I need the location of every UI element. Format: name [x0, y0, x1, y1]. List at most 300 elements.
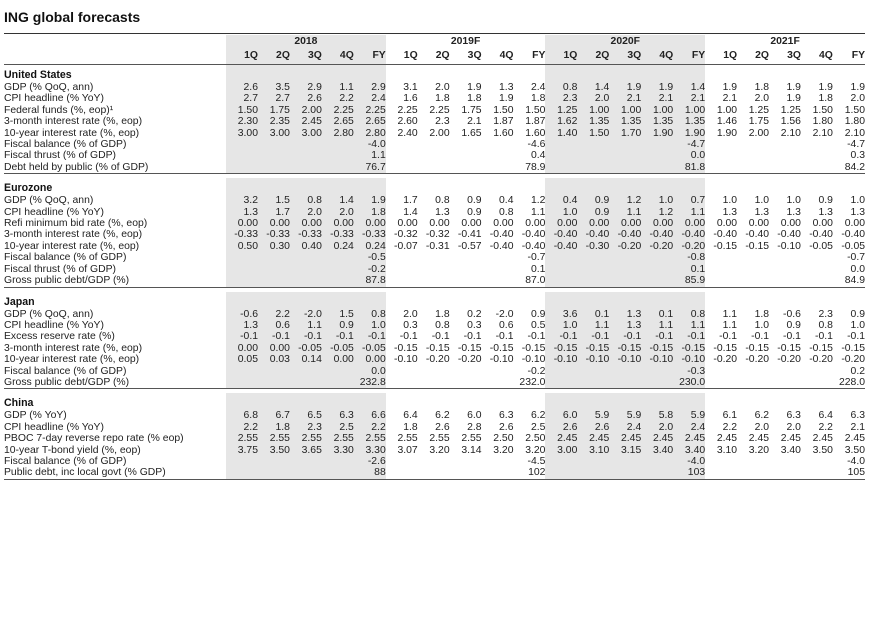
value-cell	[290, 275, 322, 287]
value-cell: 0.03	[258, 354, 290, 365]
value-cell	[418, 264, 450, 275]
value-cell	[577, 162, 609, 174]
value-cell: -0.20	[457, 354, 482, 366]
value-cell	[545, 366, 577, 377]
value-cell: 0.00	[397, 218, 418, 230]
row-label: 10-year T-bond yield (%, eop)	[4, 444, 141, 456]
value-cell: 1.9	[786, 93, 801, 105]
value-cell: 2.6	[435, 421, 450, 433]
value-cell: 1.3	[609, 320, 641, 331]
value-cell: 1.1	[673, 320, 705, 331]
row-label: Federal funds (%, eop)¹	[4, 104, 114, 116]
value-cell: 1.9	[641, 82, 673, 93]
value-cell: 3.50	[844, 444, 865, 456]
value-cell	[386, 467, 418, 479]
value-cell: 1.90	[673, 128, 705, 139]
table-row	[4, 93, 865, 104]
value-cell: 1.40	[545, 128, 577, 139]
value-cell	[641, 366, 673, 377]
value-cell: 1.50	[525, 104, 546, 116]
value-cell: 1.1	[577, 320, 609, 331]
value-cell: 0.7	[673, 195, 705, 206]
value-cell: 6.4	[403, 410, 418, 422]
value-cell: 2.2	[258, 309, 290, 320]
value-cell: 0.24	[354, 241, 386, 252]
value-cell: 2.55	[226, 433, 258, 444]
value-cell: 5.9	[609, 410, 641, 421]
value-cell: 1.1	[530, 206, 546, 218]
value-cell	[577, 366, 609, 377]
value-cell	[769, 139, 801, 150]
value-cell	[545, 150, 577, 161]
value-cell: -0.6	[226, 309, 258, 320]
value-cell: -0.7	[527, 252, 546, 264]
value-cell: -0.10	[577, 354, 609, 365]
value-cell: -0.40	[809, 229, 833, 241]
value-cell	[258, 456, 290, 467]
value-cell	[386, 150, 418, 161]
value-cell: -0.15	[745, 240, 770, 252]
value-cell: 2.45	[290, 116, 322, 127]
section-header-row	[4, 295, 865, 309]
value-cell: 2.1	[722, 93, 738, 105]
value-cell	[801, 467, 833, 479]
value-cell: -0.40	[641, 229, 673, 240]
table-row	[4, 320, 865, 331]
value-cell	[705, 139, 737, 150]
value-cell	[545, 252, 577, 263]
value-cell: 3.50	[812, 444, 833, 456]
value-cell: 2.2	[226, 422, 258, 433]
value-cell: 0.00	[322, 354, 354, 365]
top-rule	[4, 33, 865, 34]
value-cell	[322, 252, 354, 263]
value-cell: -0.05	[354, 343, 386, 354]
value-cell	[641, 139, 673, 150]
value-cell: 2.55	[258, 433, 290, 444]
value-cell: -0.40	[777, 229, 801, 241]
value-cell: 0.8	[499, 206, 514, 218]
value-cell: 81.8	[673, 162, 705, 174]
row-label: 3-month interest rate (%, eop)	[4, 229, 143, 241]
year-header: 2020F	[545, 35, 705, 49]
value-cell: 0.05	[226, 354, 258, 365]
value-cell	[322, 150, 354, 161]
value-cell: -0.10	[777, 240, 801, 252]
value-cell	[482, 366, 514, 377]
value-cell: 3.50	[258, 445, 290, 456]
period-header: 1Q	[545, 49, 577, 65]
value-cell	[737, 366, 769, 377]
value-cell: 1.8	[435, 308, 450, 320]
table-row	[4, 241, 865, 252]
value-cell	[226, 162, 258, 174]
value-cell: 3.20	[429, 444, 450, 456]
value-cell: 0.00	[322, 218, 354, 229]
value-cell: 6.7	[258, 410, 290, 421]
header-label-cell	[4, 35, 226, 49]
value-cell: -0.10	[545, 354, 577, 365]
row-label: Public debt, inc local govt (% GDP)	[4, 467, 226, 479]
value-cell	[577, 467, 609, 479]
value-cell	[418, 139, 450, 150]
value-cell	[322, 264, 354, 275]
value-cell: 3.00	[545, 445, 577, 456]
value-cell: -0.40	[521, 240, 546, 252]
value-cell	[769, 377, 801, 389]
value-cell: 0.00	[226, 218, 258, 229]
value-cell: 2.6	[499, 421, 514, 433]
value-cell	[609, 162, 641, 174]
value-cell	[737, 162, 769, 174]
value-cell	[290, 150, 322, 161]
value-cell: -0.15	[713, 342, 738, 354]
value-cell: 0.9	[786, 319, 801, 331]
value-cell: 0.2	[850, 365, 865, 377]
value-cell: 1.9	[467, 82, 482, 93]
value-cell	[418, 150, 450, 161]
value-cell: 2.1	[641, 93, 673, 104]
value-cell: 2.25	[429, 104, 450, 116]
value-cell: -0.32	[425, 229, 450, 241]
year-header: 2019F	[450, 36, 481, 47]
value-cell: 0.30	[258, 241, 290, 252]
value-cell: 84.2	[833, 162, 865, 174]
section-name: China	[4, 397, 34, 410]
value-cell	[801, 456, 833, 467]
value-cell: -0.15	[745, 342, 770, 354]
value-cell	[737, 377, 769, 389]
value-cell: 1.87	[525, 116, 546, 128]
table-row	[4, 162, 865, 174]
header-label-cell	[4, 49, 226, 65]
value-cell	[482, 150, 514, 161]
value-cell: 1.0	[545, 320, 577, 331]
section-name: Japan	[4, 295, 35, 308]
period-header: FY	[513, 49, 545, 65]
value-cell	[545, 456, 577, 467]
value-cell: 3.30	[354, 445, 386, 456]
row-label: Gross public debt/GDP (%)	[4, 377, 226, 389]
value-cell: 2.45	[780, 433, 801, 445]
value-cell: -0.15	[521, 342, 546, 354]
value-cell	[705, 467, 737, 479]
value-cell: 2.55	[429, 433, 450, 445]
value-cell: 2.45	[641, 433, 673, 444]
value-cell	[418, 252, 450, 263]
value-cell: 2.0	[577, 93, 609, 104]
value-cell: 0.00	[844, 218, 865, 230]
value-cell: 0.00	[354, 354, 386, 365]
value-cell: 1.9	[786, 82, 801, 93]
value-cell: 1.9	[722, 82, 738, 93]
value-cell: 1.8	[467, 93, 482, 105]
value-cell: 1.3	[786, 206, 801, 218]
value-cell: -0.7	[847, 252, 865, 264]
value-cell: 1.5	[322, 309, 354, 320]
value-cell: 87.8	[354, 275, 386, 287]
value-cell	[609, 456, 641, 467]
table-row	[4, 139, 865, 150]
value-cell: 103	[673, 467, 705, 479]
value-cell: 1.7	[258, 207, 290, 218]
value-cell: -0.10	[641, 354, 673, 365]
value-cell: 1.25	[780, 104, 801, 116]
value-cell: 0.1	[673, 264, 705, 275]
value-cell: 6.8	[226, 410, 258, 421]
value-cell: 0.8	[673, 309, 705, 320]
value-cell: 1.0	[754, 195, 770, 207]
value-cell: 1.8	[354, 207, 386, 218]
value-cell: 0.00	[545, 218, 577, 229]
value-cell	[450, 377, 482, 389]
value-cell	[769, 456, 801, 467]
value-cell: -0.1	[783, 331, 801, 343]
value-cell: -0.1	[673, 331, 705, 342]
value-cell	[737, 252, 769, 263]
value-cell	[450, 275, 482, 287]
value-cell: 1.1	[354, 150, 386, 161]
forecast-table	[4, 35, 865, 480]
value-cell: 0.9	[530, 308, 546, 320]
value-cell: 1.62	[545, 116, 577, 127]
value-cell: -4.0	[847, 455, 865, 467]
value-cell: -0.10	[673, 354, 705, 365]
value-cell: -0.15	[425, 342, 450, 354]
value-cell	[322, 467, 354, 479]
value-cell	[801, 264, 833, 275]
value-cell	[226, 467, 258, 479]
value-cell: -0.10	[393, 354, 418, 366]
value-cell: 6.3	[322, 410, 354, 421]
value-cell: -0.31	[425, 240, 450, 252]
value-cell: 0.4	[530, 150, 546, 162]
value-cell: 0.6	[258, 320, 290, 331]
value-cell: 2.4	[354, 93, 386, 104]
value-cell: 2.6	[226, 82, 258, 93]
table-row	[4, 128, 865, 139]
value-cell	[418, 456, 450, 467]
section-header-row	[4, 181, 865, 195]
value-cell	[482, 275, 514, 287]
value-cell: -4.7	[847, 139, 865, 151]
value-cell: 0.1	[530, 263, 546, 275]
value-cell: 1.1	[722, 308, 738, 320]
value-cell: 0.8	[435, 319, 450, 331]
table-row	[4, 207, 865, 218]
value-cell: 1.60	[525, 127, 546, 139]
value-cell	[226, 456, 258, 467]
value-cell: 2.0	[403, 308, 418, 320]
value-cell: 2.55	[322, 433, 354, 444]
value-cell: 0.9	[467, 206, 482, 218]
value-cell: 2.50	[525, 433, 546, 445]
value-cell: 2.55	[397, 433, 418, 445]
value-cell: 1.75	[461, 104, 482, 116]
period-header: 4Q	[482, 49, 514, 65]
table-row	[4, 116, 865, 127]
value-cell	[609, 139, 641, 150]
section-name: Eurozone	[4, 182, 53, 195]
value-cell: 2.6	[545, 422, 577, 433]
value-cell	[609, 275, 641, 287]
value-cell: 0.9	[322, 320, 354, 331]
value-cell: 1.7	[403, 195, 418, 207]
value-cell: 1.1	[609, 207, 641, 218]
value-cell: 2.0	[754, 421, 770, 433]
value-cell	[801, 139, 833, 150]
value-cell: 2.45	[716, 433, 738, 445]
value-cell: 1.0	[786, 195, 801, 207]
value-cell	[226, 150, 258, 161]
value-cell: 1.00	[641, 105, 673, 116]
table-row	[4, 252, 865, 263]
value-cell: -0.05	[322, 343, 354, 354]
value-cell: 0.00	[641, 218, 673, 229]
period-header: 2Q	[577, 49, 609, 65]
value-cell: 3.40	[641, 445, 673, 456]
value-cell	[801, 162, 833, 174]
value-cell: 1.0	[850, 195, 865, 207]
value-cell: 3.20	[493, 444, 514, 456]
value-cell: 1.80	[844, 116, 865, 128]
value-cell: 1.00	[577, 105, 609, 116]
table-row	[4, 445, 865, 456]
value-cell	[258, 377, 290, 389]
value-cell	[609, 150, 641, 161]
year-header-row	[4, 35, 865, 49]
value-cell: 1.25	[748, 104, 770, 116]
value-cell: 2.9	[354, 82, 386, 93]
row-label: Fiscal balance (% of GDP)	[4, 252, 127, 264]
value-cell: 1.2	[530, 195, 546, 207]
value-cell: 1.1	[322, 82, 354, 93]
value-cell	[450, 456, 482, 467]
row-label: 3-month interest rate (%, eop)	[4, 116, 143, 128]
value-cell: 1.9	[354, 195, 386, 206]
value-cell: 2.35	[258, 116, 290, 127]
value-cell: -2.6	[354, 456, 386, 467]
value-cell: 1.00	[673, 105, 705, 116]
value-cell	[577, 377, 609, 389]
value-cell: -0.8	[673, 252, 705, 263]
value-cell	[545, 139, 577, 150]
value-cell	[258, 162, 290, 174]
value-cell: 1.60	[493, 127, 514, 139]
value-cell: 1.8	[754, 308, 770, 320]
period-header-row	[4, 49, 865, 65]
value-cell: 2.55	[354, 433, 386, 444]
value-cell: 1.35	[609, 116, 641, 127]
value-cell	[737, 456, 769, 467]
table-row	[4, 195, 865, 206]
value-cell: -0.1	[431, 331, 450, 343]
value-cell: 0.0	[354, 366, 386, 377]
value-cell: -4.6	[527, 139, 546, 151]
value-cell: -0.40	[609, 229, 641, 240]
value-cell: 3.75	[226, 445, 258, 456]
value-cell: 6.6	[354, 410, 386, 421]
value-cell	[482, 162, 514, 174]
value-cell: 2.3	[290, 422, 322, 433]
value-cell: -0.20	[777, 354, 801, 366]
value-cell: 0.00	[716, 218, 738, 230]
value-cell: 2.65	[322, 116, 354, 127]
value-cell: 2.3	[545, 93, 577, 104]
value-cell: 1.0	[354, 320, 386, 331]
value-cell: -0.1	[545, 331, 577, 342]
table-row	[4, 218, 865, 229]
value-cell: 2.0	[435, 82, 450, 93]
value-cell	[705, 366, 737, 377]
value-cell: 1.4	[403, 206, 418, 218]
value-cell	[226, 139, 258, 150]
value-cell: 2.30	[226, 116, 258, 127]
value-cell	[577, 150, 609, 161]
value-cell: 1.50	[812, 104, 833, 116]
value-cell: 2.45	[748, 433, 770, 445]
value-cell: 1.4	[577, 82, 609, 93]
value-cell: 2.5	[530, 421, 546, 433]
value-cell: -0.33	[258, 229, 290, 240]
value-cell: 76.7	[354, 162, 386, 174]
value-cell: -0.05	[290, 343, 322, 354]
value-cell	[418, 162, 450, 174]
value-cell: 5.9	[673, 410, 705, 421]
value-cell: 0.00	[226, 343, 258, 354]
period-header: 2Q	[737, 49, 769, 65]
row-label: 10-year interest rate (%, eop)	[4, 127, 140, 139]
value-cell: 2.80	[354, 128, 386, 139]
value-cell: -0.1	[609, 331, 641, 342]
value-cell: 0.6	[499, 319, 514, 331]
value-cell: 1.87	[493, 116, 514, 128]
value-cell	[386, 264, 418, 275]
value-cell: 5.8	[641, 410, 673, 421]
value-cell: 0.24	[322, 241, 354, 252]
value-cell: 1.3	[850, 206, 865, 218]
table-row	[4, 366, 865, 377]
value-cell	[577, 252, 609, 263]
value-cell	[801, 150, 833, 161]
value-cell: 232.8	[354, 377, 386, 389]
value-cell: 1.6	[403, 93, 418, 105]
value-cell: 2.4	[673, 422, 705, 433]
value-cell: -0.20	[641, 241, 673, 252]
value-cell: 3.5	[258, 82, 290, 93]
value-cell: 2.25	[397, 104, 418, 116]
value-cell: -0.2	[527, 365, 546, 377]
value-cell	[258, 275, 290, 287]
value-cell: 0.0	[850, 263, 865, 275]
value-cell: -0.3	[673, 366, 705, 377]
value-cell: -0.05	[841, 240, 865, 252]
value-cell: -0.1	[226, 331, 258, 342]
value-cell: -0.40	[521, 229, 546, 241]
value-cell	[450, 366, 482, 377]
value-cell: 2.4	[530, 82, 546, 93]
table-row	[4, 150, 865, 161]
value-cell	[322, 366, 354, 377]
row-label: GDP (% YoY)	[4, 410, 67, 422]
value-cell: 1.2	[641, 207, 673, 218]
value-cell: 1.35	[577, 116, 609, 127]
value-cell	[769, 150, 801, 161]
value-cell	[386, 456, 418, 467]
value-cell	[418, 467, 450, 479]
value-cell: 1.50	[226, 105, 258, 116]
value-cell	[418, 377, 450, 389]
